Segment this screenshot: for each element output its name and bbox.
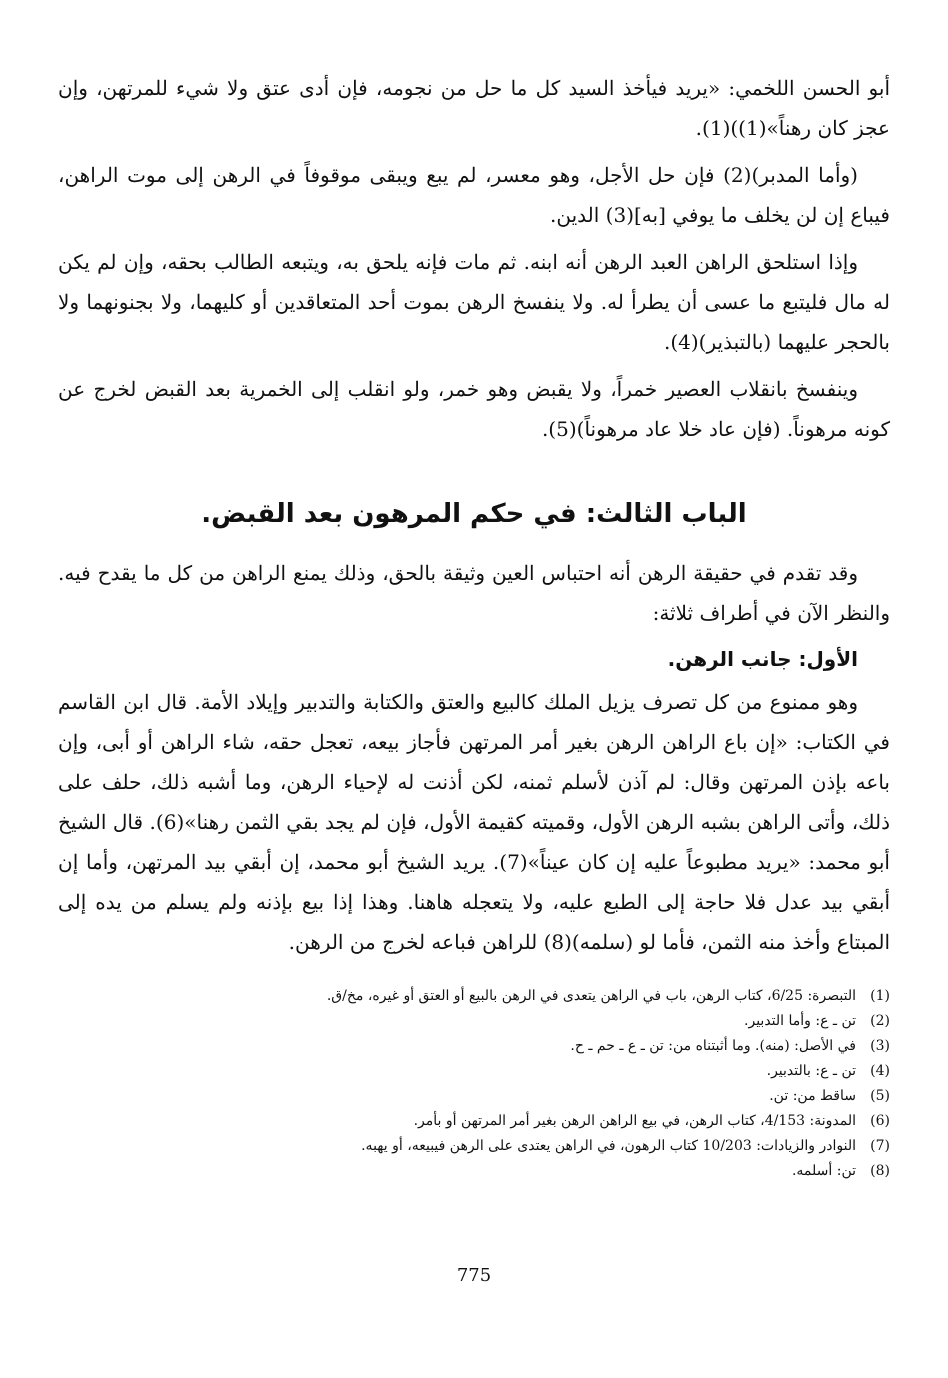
footnote — [58, 1009, 890, 1034]
footnote-text: تن ـ ع: وأما التدبير. — [744, 1013, 856, 1029]
footnote — [58, 1109, 890, 1134]
footnote-number: (5) — [870, 1088, 890, 1104]
footnote-number: (3) — [870, 1038, 890, 1054]
footnote-text: تن ـ ع: بالتدبير. — [766, 1063, 856, 1079]
paragraph-lakhmi: أبو الحسن اللخمي: «يريد فيأخذ السيد كل ما حل من نجومه، فإن أدى عتق ولا شيء للمرتهن، وإن عجز كان رهناً»(1))(1). — [58, 76, 890, 140]
paragraph-mudabbar: (وأما المدبر)(2) فإن حل الأجل، وهو معسر، لم يبع ويبقى موقوفاً في الرهن إلى موت الراهن، فيباع إن لن يخلف ما يوفي [به](3) الدين. — [58, 163, 890, 227]
footnote-number: (4) — [870, 1063, 890, 1079]
footnote-text: ساقط من: تن. — [769, 1088, 856, 1104]
footnote — [58, 1159, 890, 1184]
footnote-number: (2) — [870, 1013, 890, 1029]
footnote-text: التبصرة: 6/25، كتاب الرهن، باب في الراهن يتعدى في الرهن بالبيع أو العتق أو غيره، مخ/ق. — [326, 988, 856, 1004]
footnote-number: (6) — [870, 1113, 890, 1129]
footnote — [58, 1059, 890, 1084]
paragraph-asir: وينفسخ بانقلاب العصير خمراً، ولا يقبض وهو خمر، ولو انقلب إلى الخمرية بعد القبض لخرج عن كونه مرهوناً. (فإن عاد خلا عاد مرهوناً)(5). — [58, 377, 890, 441]
footnote-text: النوادر والزيادات: 10/203 كتاب الرهون، في الراهن يعتدى على الرهن فيبيعه، أو يهبه. — [361, 1138, 856, 1154]
footnote — [58, 1034, 890, 1059]
footnote-number: (7) — [870, 1138, 890, 1154]
paragraph-istilhaq: وإذا استلحق الراهن العبد الرهن أنه ابنه. ثم مات فإنه يلحق به، ويتبعه الطالب بحقه، وإن لم يكن له مال فليتبع ما عسى أن يطرأ له. ولا ينفسخ الرهن بموت أحد المتعاقدين أو كليهما، ولا بجنونهما ولا بالحجر عليهما (بالتبذير)(4). — [58, 250, 890, 354]
footnote — [58, 1134, 890, 1159]
footnote-number: (1) — [870, 988, 890, 1004]
paragraph-rahin-side: وهو ممنوع من كل تصرف يزيل الملك كالبيع والعتق والكتابة والتدبير وإيلاد الأمة. قال ابن القاسم في الكتاب: «إن باع الراهن الرهن بغير أمر المرتهن فأجاز بيعه، تعجل حقه، شاء الراهن أو أبى، وإن باعه بإذن المرتهن وقال: لم آذن لأسلم ثمنه، لكن أذنت له لإحياء الرهن، وما أشبه ذلك، حلف على ذلك، وأتى الراهن بشبه الرهن الأول، وقميته كقيمة الأول، فإن لم يجد بقي الثمن رهنا»(6). قال الشيخ أبو محمد: «يريد مطبوعاً عليه إن كان عيناً»(7). يريد الشيخ أبو محمد، إن أبقي بيد المرتهن، وأما إن أبقي بيد عدل فلا حاجة إلى الطبع عليه، ولا يتعجله هاهنا. وهذا إذا بيع بإذنه ولم يسلم من يده إلى المبتاع وأخذ منه الثمن، فأما لو (سلمه)(8) للراهن فباعه لخرج من الرهن. — [58, 690, 890, 954]
section-heading: الباب الثالث: في حكم المرهون بعد القبض. — [201, 499, 747, 529]
subsection-heading: الأول: جانب الرهن. — [667, 647, 858, 671]
footnotes — [58, 984, 890, 1184]
footnote-text: تن: أسلمه. — [791, 1163, 856, 1179]
footnote-text: المدونة: 4/153، كتاب الرهن، في بيع الراهن الرهن بغير أمر المرتهن أو بأمر. — [413, 1113, 856, 1129]
footnote — [58, 1084, 890, 1109]
footnote-text: في الأصل: (منه). وما أثبتناه من: تن ـ ع ـ حم ـ ح. — [570, 1038, 856, 1054]
page-number: 775 — [456, 1265, 492, 1286]
footnote-number: (8) — [870, 1163, 890, 1179]
paragraph-intro: وقد تقدم في حقيقة الرهن أنه احتباس العين وثيقة بالحق، وذلك يمنع الراهن من كل ما يقدح فيه. والنظر الآن في أطراف ثلاثة: — [58, 561, 890, 625]
footnote — [58, 984, 890, 1009]
